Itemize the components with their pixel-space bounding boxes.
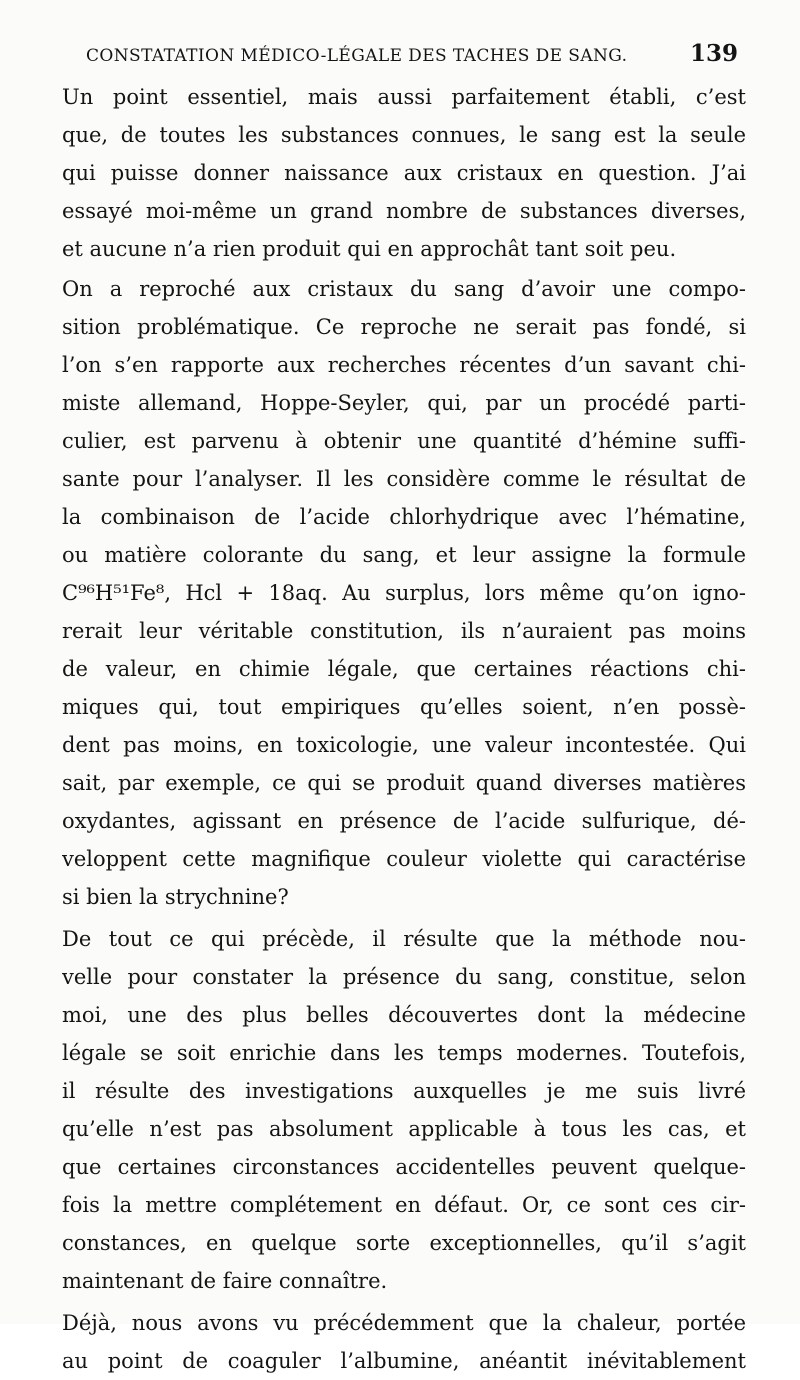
running-title: CONSTATATION MÉDICO-LÉGALE DES TACHES DE SANG. <box>86 46 628 66</box>
text-line: l’on s’en rapporte aux recherches récentes d’un savant chi- <box>62 353 746 377</box>
text-line: qu’elle n’est pas absolument applicable à tous les cas, et <box>62 1117 746 1141</box>
text-line: ou matière colorante du sang, et leur assigne la formule <box>62 543 746 567</box>
paragraph <box>62 920 746 1300</box>
text-line: et aucune n’a rien produit qui en approchât tant soit peu. <box>62 237 677 261</box>
text-line: miste allemand, Hoppe-Seyler, qui, par un procédé parti- <box>62 391 746 415</box>
text-line: au point de coaguler l’albumine, anéantit inévitablement <box>62 1349 746 1373</box>
paragraph <box>62 78 746 268</box>
paragraph <box>62 270 746 916</box>
text-line: sait, par exemple, ce qui se produit quand diverses matières <box>62 771 746 795</box>
text-line: sition problématique. Ce reproche ne serait pas fondé, si <box>62 315 746 339</box>
text-line: miques qui, tout empiriques qu’elles soient, n’en possè- <box>62 695 746 719</box>
text-line: On a reproché aux cristaux du sang d’avoir une compo- <box>62 277 746 301</box>
text-line: sante pour l’analyser. Il les considère comme le résultat de <box>62 467 746 491</box>
page-number: 139 <box>689 40 738 67</box>
text-line: la combinaison de l’acide chlorhydrique avec l’hématine, <box>62 505 746 529</box>
body-text <box>62 78 746 1380</box>
text-line: dent pas moins, en toxicologie, une valeur incontestée. Qui <box>62 733 746 757</box>
text-line: De tout ce qui précède, il résulte que la méthode nou- <box>62 927 746 951</box>
text-line: de valeur, en chimie légale, que certaines réactions chi- <box>62 657 746 681</box>
text-line: légale se soit enrichie dans les temps modernes. Toutefois, <box>62 1041 746 1065</box>
text-line: Déjà, nous avons vu précédemment que la chaleur, portée <box>62 1311 746 1335</box>
text-line: Un point essentiel, mais aussi parfaitement établi, c’est <box>62 85 746 109</box>
text-line: que certaines circonstances accidentelles peuvent quelque- <box>62 1155 746 1179</box>
text-line: si bien la strychnine? <box>62 885 289 909</box>
text-line: veloppent cette magnifique couleur violette qui caractérise <box>62 847 746 871</box>
text-line: rerait leur véritable constitution, ils n’auraient pas moins <box>62 619 746 643</box>
text-line: maintenant de faire connaître. <box>62 1269 388 1293</box>
text-line: fois la mettre complétement en défaut. Or, ce sont ces cir- <box>62 1193 746 1217</box>
text-line: qui puisse donner naissance aux cristaux en question. J’ai <box>62 161 746 185</box>
text-line: constances, en quelque sorte exceptionnelles, qu’il s’agit <box>62 1231 746 1255</box>
text-line: il résulte des investigations auxquelles je me suis livré <box>62 1079 746 1103</box>
text-line: oxydantes, agissant en présence de l’acide sulfurique, dé- <box>62 809 746 833</box>
text-line: que, de toutes les substances connues, le sang est la seule <box>62 123 746 147</box>
text-line: essayé moi-même un grand nombre de substances diverses, <box>62 199 746 223</box>
text-line: moi, une des plus belles découvertes dont la médecine <box>62 1003 746 1027</box>
formula-line: C⁹⁶H⁵¹Fe⁸, Hcl + 18aq. Au surplus, lors même qu’on igno- <box>62 581 746 605</box>
text-line: culier, est parvenu à obtenir une quantité d’hémine suffi- <box>62 429 746 453</box>
page-header <box>86 40 738 70</box>
text-line: velle pour constater la présence du sang, constitue, selon <box>62 965 746 989</box>
paragraph <box>62 1304 746 1380</box>
